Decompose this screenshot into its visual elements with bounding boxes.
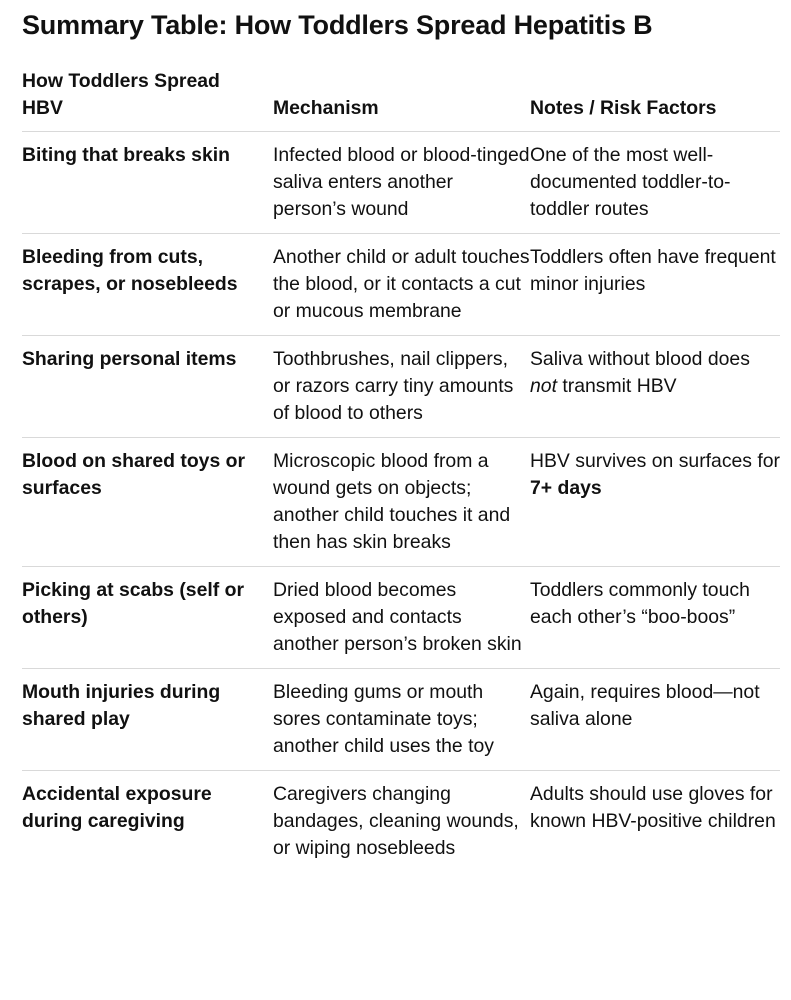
mechanism-cell: Caregivers changing bandages, cleaning wounds, or wiping nosebleeds: [273, 783, 519, 859]
mechanism-cell: Microscopic blood from a wound gets on objects; another child touches it and then has skin breaks: [273, 438, 530, 567]
notes-cell: [530, 438, 780, 567]
notes-text: HBV survives on surfaces for: [530, 450, 781, 472]
notes-emphasis: not: [530, 375, 557, 397]
table-row: [22, 132, 780, 234]
summary-table: [22, 68, 780, 872]
notes-cell: Toddlers commonly touch each other’s “boo-boos”: [530, 567, 780, 669]
column-header-route: How Toddlers Spread HBV: [22, 68, 273, 132]
route-cell: Accidental exposure during caregiving: [22, 783, 212, 832]
route-cell: Sharing personal items: [22, 336, 273, 438]
notes-cell: [530, 336, 780, 438]
notes-cell: Adults should use gloves for known HBV-positive children: [530, 783, 776, 832]
route-cell: Mouth injuries during shared play: [22, 669, 273, 771]
page-title: Summary Table: How Toddlers Spread Hepatitis B: [22, 10, 653, 40]
route-cell: Bleeding from cuts, scrapes, or nosebleeds: [22, 234, 273, 336]
mechanism-cell: Another child or adult touches the blood, or it contacts a cut or mucous membrane: [273, 234, 530, 336]
route-cell: Picking at scabs (self or others): [22, 567, 273, 669]
notes-cell: Toddlers often have frequent minor injuries: [530, 234, 780, 336]
mechanism-cell: Dried blood becomes exposed and contacts another person’s broken skin: [273, 567, 530, 669]
table-row: [22, 336, 780, 438]
notes-cell: Again, requires blood—not saliva alone: [530, 669, 780, 771]
notes-text: Saliva without blood does: [530, 348, 750, 370]
notes-text: transmit HBV: [556, 375, 677, 397]
table-row: [22, 234, 780, 336]
notes-strong: 7+ days: [530, 477, 602, 499]
route-cell: Biting that breaks skin: [22, 132, 273, 234]
table-row: [22, 669, 780, 771]
mechanism-cell: Bleeding gums or mouth sores contaminate toys; another child uses the toy: [273, 669, 530, 771]
route-cell: Blood on shared toys or surfaces: [22, 438, 273, 567]
mechanism-cell: Infected blood or blood-tinged saliva enters another person’s wound: [273, 132, 530, 234]
table-row: [22, 771, 780, 873]
table-row: [22, 438, 780, 567]
column-header-notes: Notes / Risk Factors: [530, 68, 780, 132]
notes-cell: One of the most well-documented toddler-to-toddler routes: [530, 132, 780, 234]
table-header-row: [22, 68, 780, 132]
table-row: [22, 567, 780, 669]
column-header-mechanism: Mechanism: [273, 68, 530, 132]
mechanism-cell: Toothbrushes, nail clippers, or razors carry tiny amounts of blood to others: [273, 336, 530, 438]
